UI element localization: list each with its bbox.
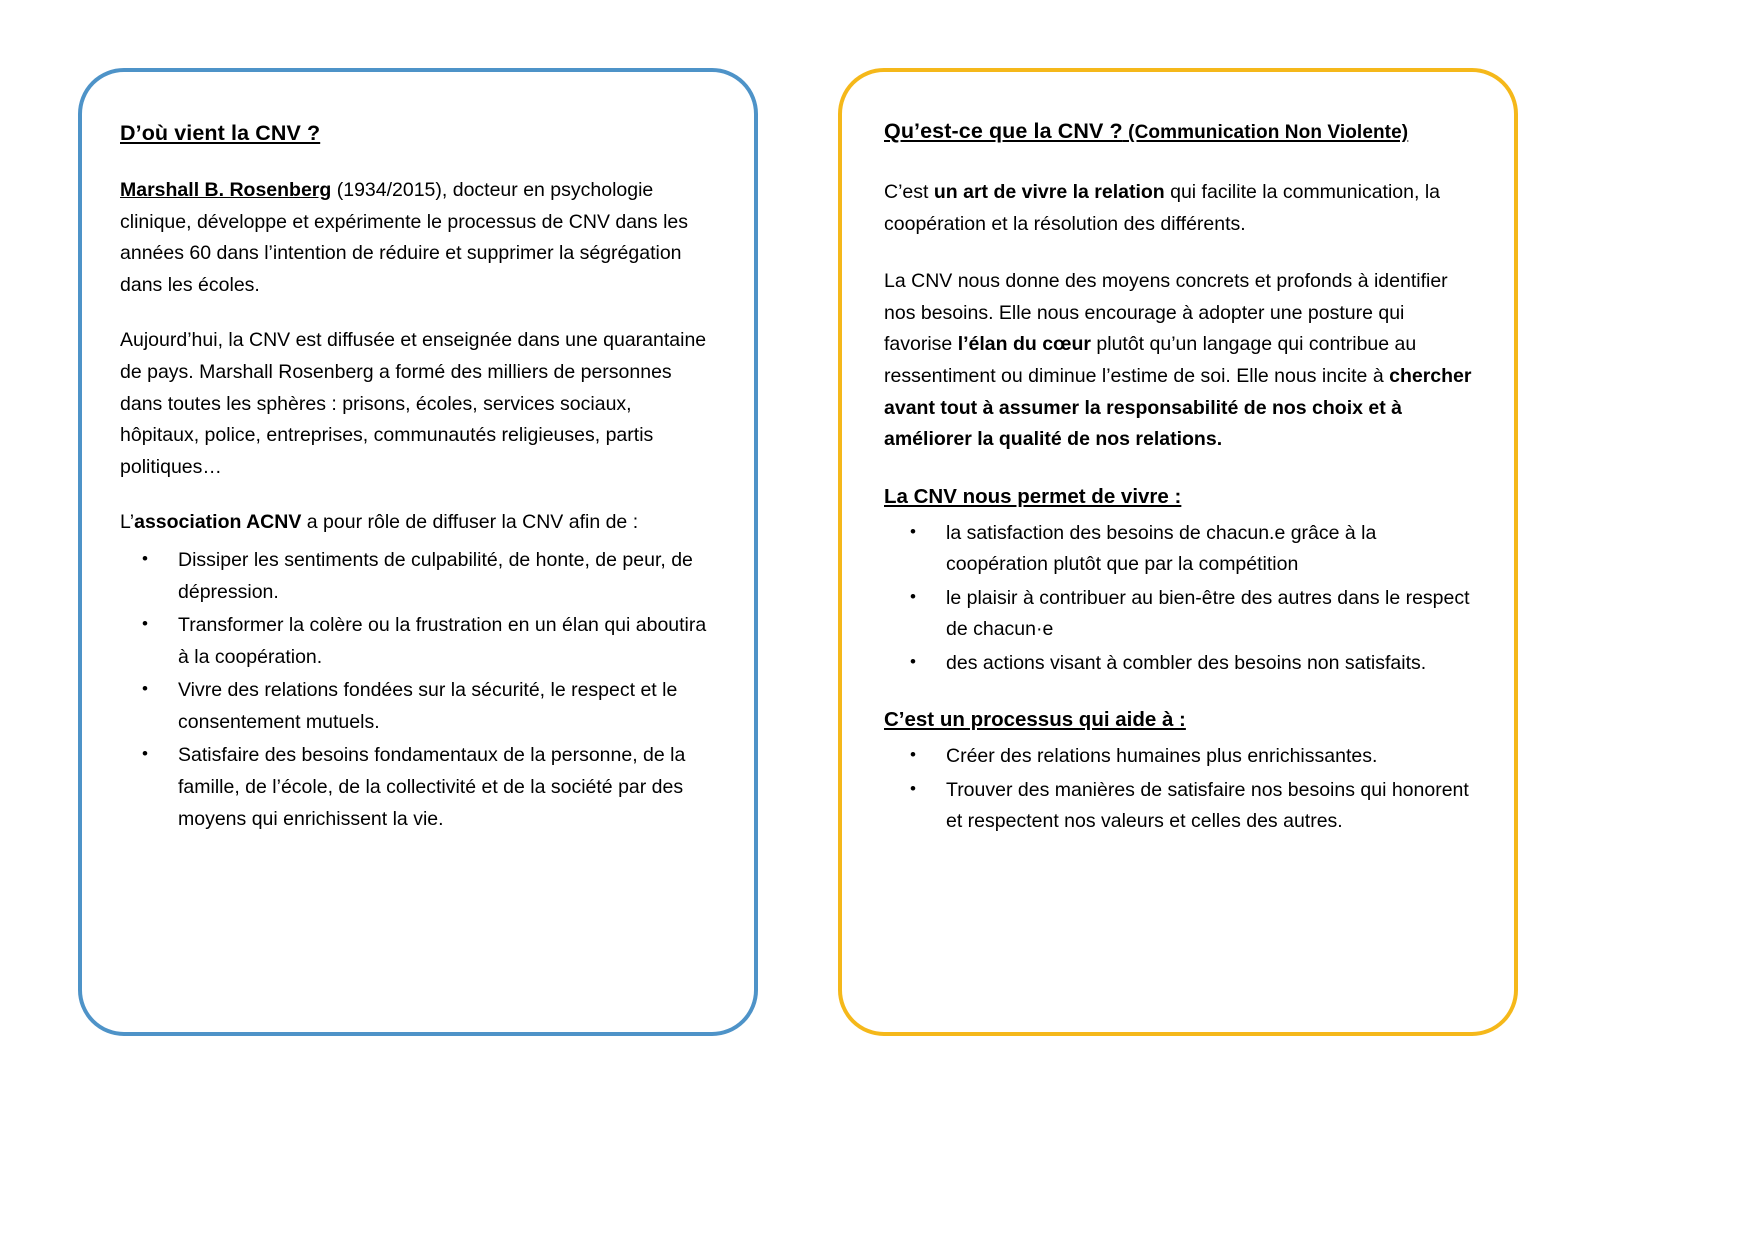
para1-suffix: qui facilite la communication, la coopération et la résolution des différents.: [884, 181, 1440, 235]
para2-bold1: l’élan du cœur: [957, 333, 1091, 356]
para2-part2: plutôt qu’un langage qui contribue au ressentiment ou diminue l’estime de soi. Elle nous incite à: [884, 333, 1417, 388]
card-origin-content: [82, 72, 754, 875]
paragraph-moyens-concrets: [884, 266, 1474, 455]
subheading-permet-de-vivre: La CNV nous permet de vivre :: [884, 484, 1182, 508]
para2-bold2: chercher avant tout à assumer la responsabilité de nos choix et à améliorer la qualité de nos relations.: [884, 365, 1472, 451]
list-item: • Transformer la colère ou la frustration en un élan qui aboutira à la coopération.: [120, 610, 710, 673]
card-what-is-cnv-content: [842, 72, 1514, 878]
list-item: • Trouver des manières de satisfaire nos besoins qui honorent et respectent nos valeurs et celles des autres.: [884, 775, 1474, 838]
acnv-suffix: a pour rôle de diffuser la CNV afin de :: [301, 511, 639, 534]
list-item: • Satisfaire des besoins fondamentaux de la personne, de la famille, de l’école, de la collectivité et de la société par des moyens qui enrichissent la vie.: [120, 740, 710, 835]
rosenberg-name: Marshall B. Rosenberg: [120, 179, 332, 202]
list-item: • le plaisir à contribuer au bien-être des autres dans le respect de chacun·e: [884, 583, 1474, 646]
right-heading-suffix: (Communication Non Violente): [1122, 122, 1409, 143]
right-heading-main: Qu’est-ce que la CNV ?: [884, 119, 1123, 143]
para1-prefix: C’est: [884, 181, 934, 204]
list-item: • Dissiper les sentiments de culpabilité, de honte, de peur, de dépression.: [120, 545, 710, 608]
acnv-prefix: L’: [120, 511, 135, 534]
paragraph-rosenberg: [120, 175, 710, 301]
right-card-heading: [884, 116, 1474, 147]
right-bullet-list-2: [884, 741, 1474, 838]
list-item: • Créer des relations humaines plus enrichissantes.: [884, 741, 1474, 773]
right-bullet-list-1: [884, 518, 1474, 680]
list-item: • des actions visant à combler des besoins non satisfaits.: [884, 648, 1474, 680]
list-item: • Vivre des relations fondées sur la sécurité, le respect et le consentement mutuels.: [120, 675, 710, 738]
list-item: • la satisfaction des besoins de chacun.e grâce à la coopération plutôt que par la compétition: [884, 518, 1474, 581]
left-bullet-list: [120, 545, 710, 835]
para2-part1: La CNV nous donne des moyens concrets et profonds à identifier nos besoins. Elle nous encourage à adopter une posture qui favorise: [884, 270, 1448, 356]
rosenberg-text: (1934/2015), docteur en psychologie clinique, développe et expérimente le processus de CNV dans les années 60 dans l’intention de réduire et supprimer la ségrégation dans les écoles.: [120, 179, 688, 296]
left-card-heading: D’où vient la CNV ?: [120, 121, 321, 145]
card-origin-cnv: [78, 68, 758, 1036]
paragraph-diffusion: Aujourd’hui, la CNV est diffusée et enseignée dans une quarantaine de pays. Marshall Rosenberg a formé des milliers de personnes dans toutes les sphères : prisons, écoles, services sociaux, hôpitaux, police, entreprises, communautés religieuses, partis politiques…: [120, 329, 707, 478]
para1-bold: un art de vivre la relation: [933, 181, 1165, 204]
card-what-is-cnv: [838, 68, 1518, 1036]
acnv-bold: association ACNV: [134, 511, 302, 534]
paragraph-acnv-intro: [120, 507, 710, 539]
subheading-processus: C’est un processus qui aide à :: [884, 708, 1186, 732]
paragraph-art-de-vivre: [884, 177, 1474, 240]
